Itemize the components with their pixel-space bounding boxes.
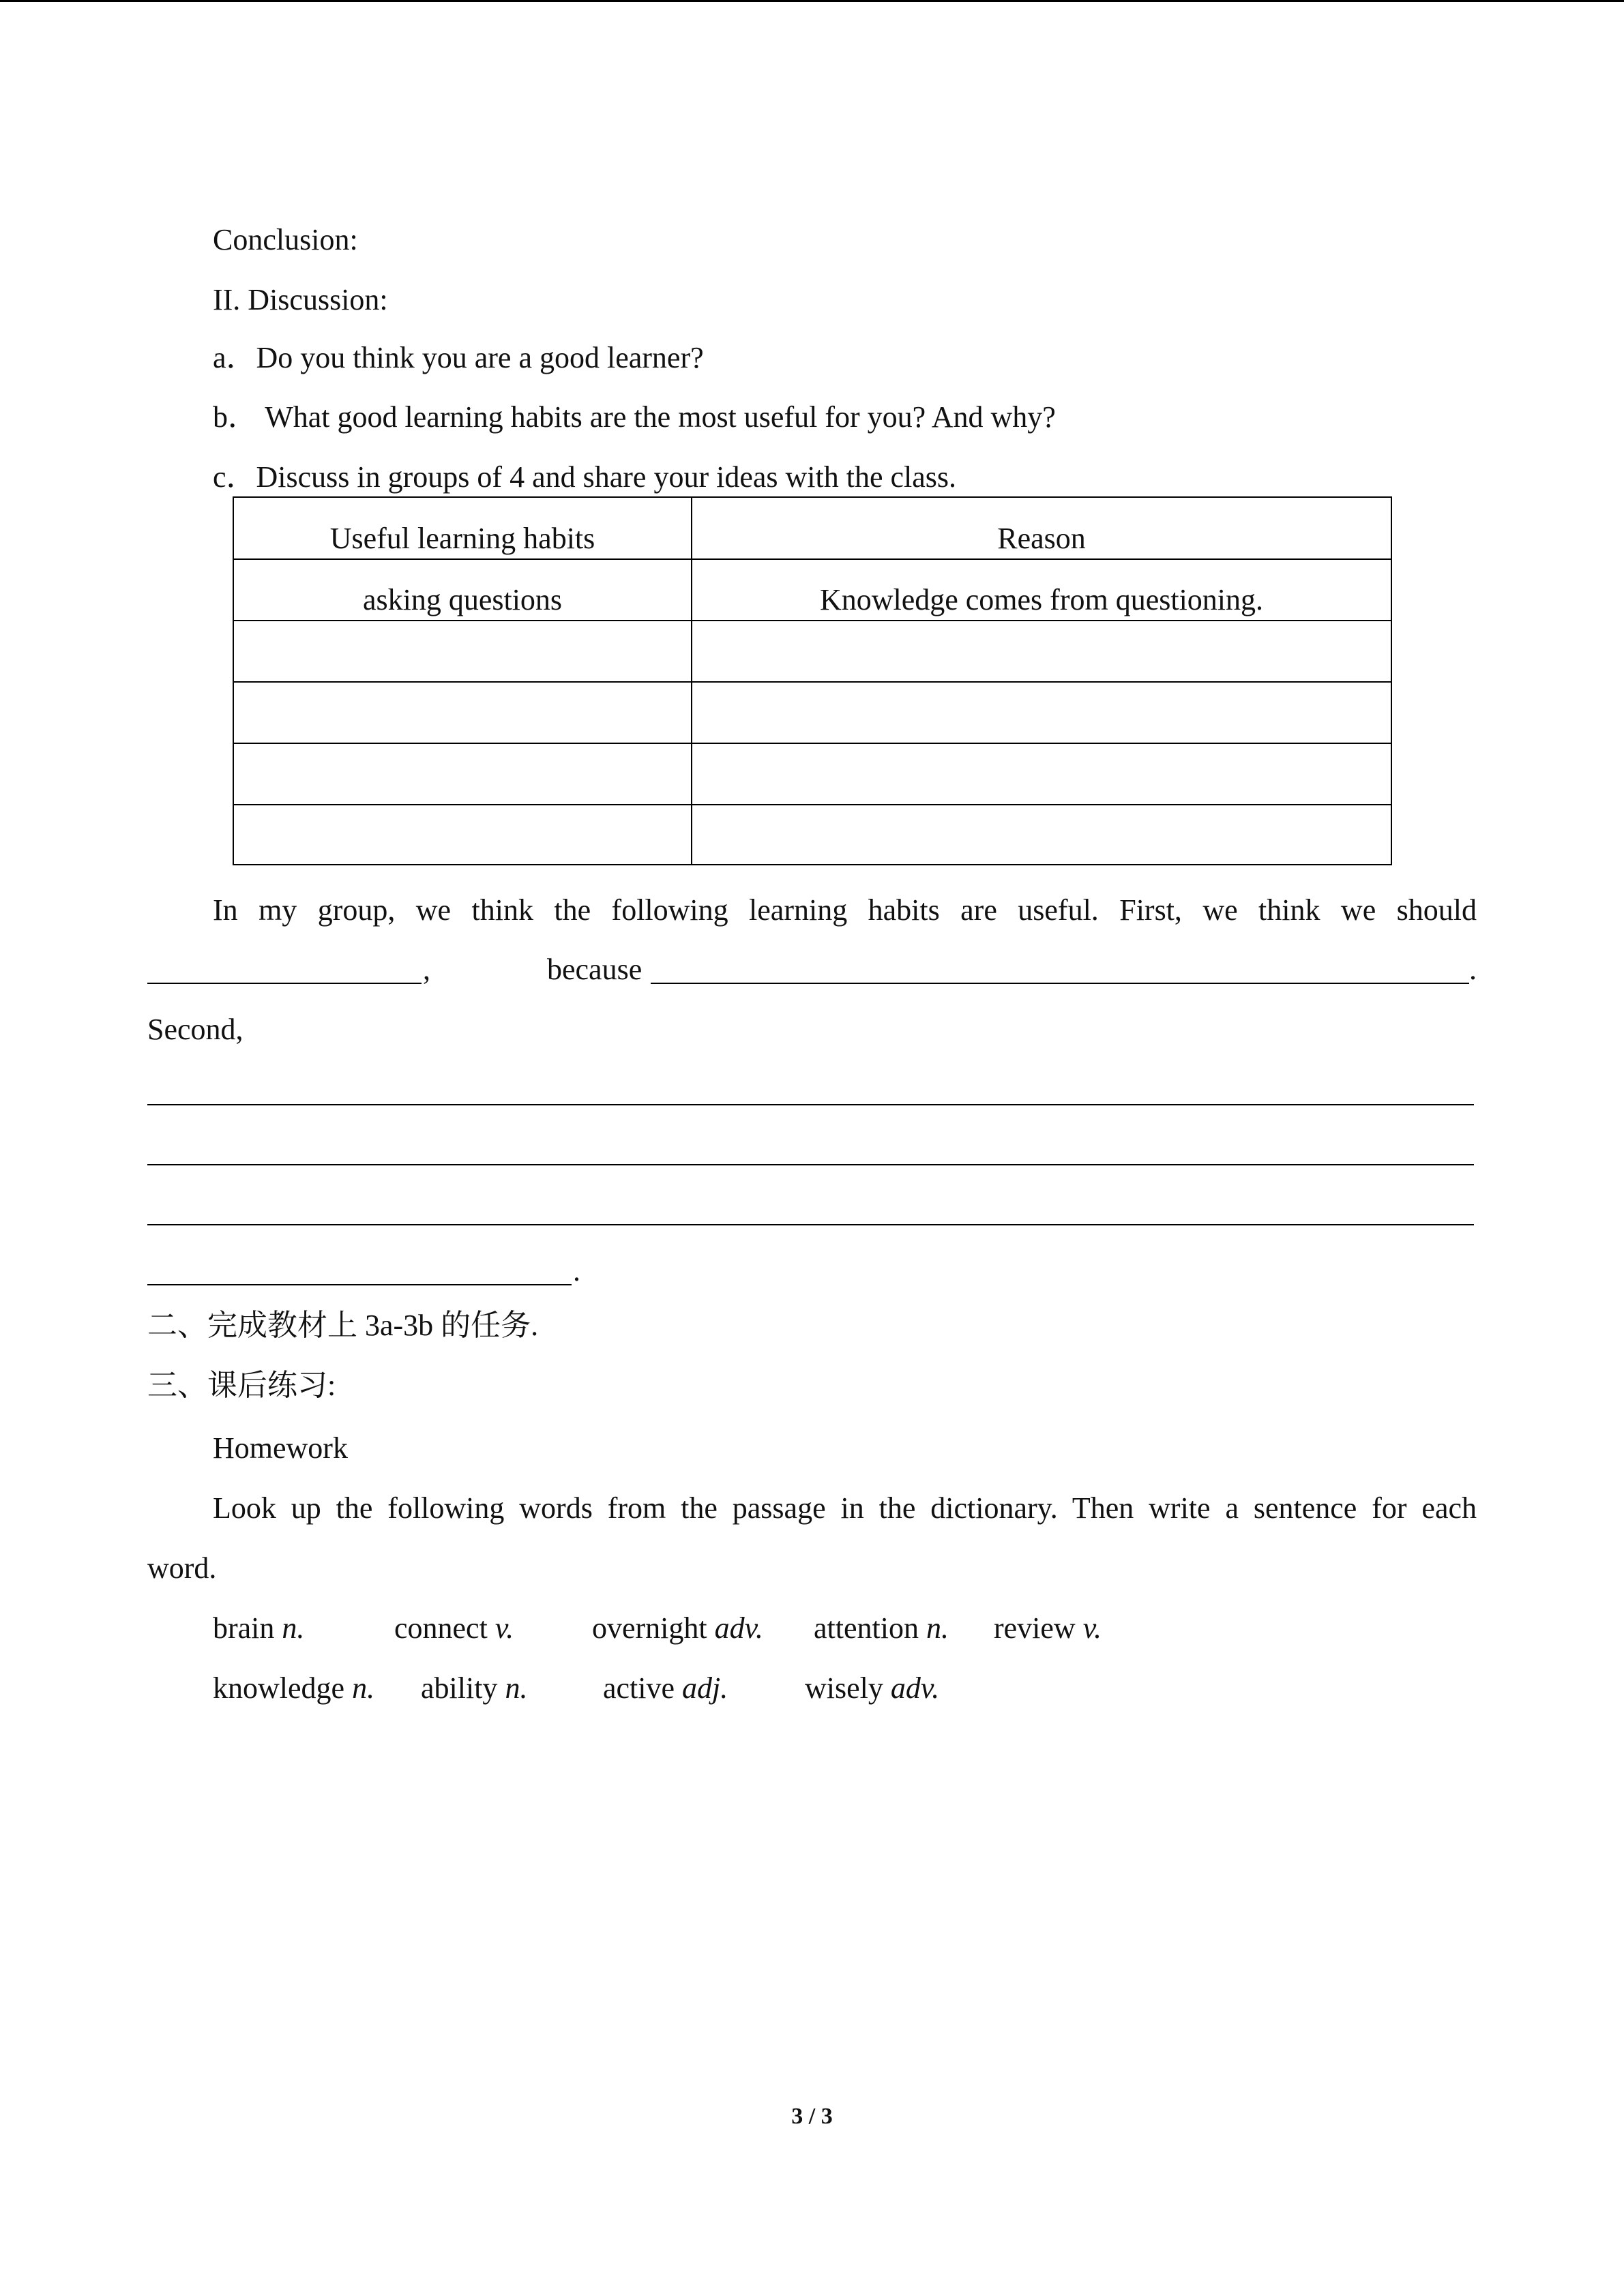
vocab-word: review v. <box>994 1611 1102 1645</box>
section-three: 三、课后练习: <box>147 1369 336 1402</box>
page-number: 3 / 3 <box>791 2104 833 2129</box>
table-row-divider <box>234 558 1391 560</box>
because-label: because <box>547 953 643 986</box>
writing-line[interactable] <box>147 1284 572 1285</box>
table-header-reason: Reason <box>997 522 1086 555</box>
question-a: a．Do you think you are a good learner? <box>213 341 704 374</box>
blank-reason-1[interactable] <box>651 983 1469 984</box>
conclusion-label: Conclusion: <box>213 223 358 256</box>
table-row-divider <box>234 804 1391 805</box>
page-top-border <box>0 0 1624 2</box>
paragraph-line-1: In my group, we think the following learning habits are useful. First, we think we should <box>213 893 1477 927</box>
vocab-word: knowledge n. <box>213 1671 375 1705</box>
discussion-heading: II. Discussion: <box>213 283 388 316</box>
table-cell-reason: Knowledge comes from questioning. <box>819 583 1264 616</box>
vocab-word: active adj. <box>603 1671 728 1705</box>
vocab-word: brain n. <box>213 1611 305 1645</box>
homework-title: Homework <box>213 1431 348 1465</box>
homework-instruction-line-2: word. <box>147 1551 217 1585</box>
table-row-divider <box>234 681 1391 683</box>
homework-instruction-line-1: Look up the following words from the passage in the dictionary. Then write a sentence for each <box>213 1491 1477 1525</box>
writing-line[interactable] <box>147 1104 1474 1105</box>
table-row-divider <box>234 743 1391 744</box>
vocab-word: attention n. <box>814 1611 949 1645</box>
comma: , <box>423 953 430 986</box>
question-c: c．Discuss in groups of 4 and share your ideas with the class. <box>213 460 957 494</box>
period: . <box>1469 953 1477 986</box>
question-b: b． What good learning habits are the most useful for you? And why? <box>213 400 1056 434</box>
vocab-word: wisely adv. <box>805 1671 940 1705</box>
table-row-divider <box>234 620 1391 621</box>
table-header-habits: Useful learning habits <box>329 522 595 555</box>
habits-table <box>233 496 1392 865</box>
section-two: 二、完成教材上 3a-3b 的任务. <box>147 1309 539 1342</box>
writing-line[interactable] <box>147 1224 1474 1225</box>
vocab-word: ability n. <box>421 1671 528 1705</box>
end-period: . <box>573 1254 580 1287</box>
blank-habit-1[interactable] <box>147 983 422 984</box>
writing-line[interactable] <box>147 1164 1474 1165</box>
vocab-word: overnight adv. <box>592 1611 763 1645</box>
vocab-word: connect v. <box>394 1611 514 1645</box>
table-cell-habit: asking questions <box>362 583 563 616</box>
second-label: Second, <box>147 1013 243 1046</box>
